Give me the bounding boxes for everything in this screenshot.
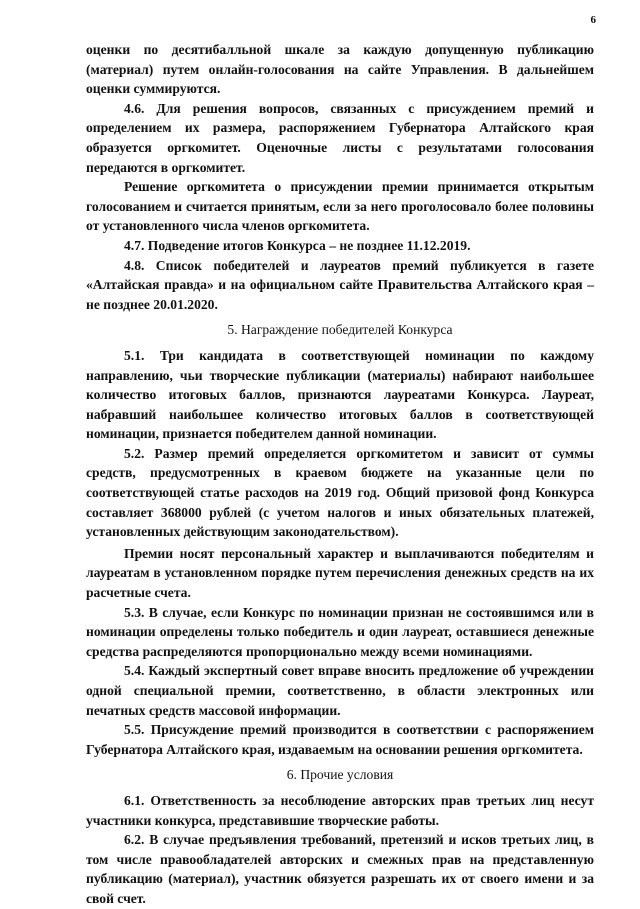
- paragraph-4-8: 4.8. Список победителей и лауреатов премий публикуется в газете «Алтайская правда» и на официальном сайте Правительства Алтайского края – не позднее 20.01.2020.: [86, 257, 594, 312]
- document-body: [86, 40, 594, 909]
- paragraph-5-2: 5.2. Размер премий определяется оргкомитетом и зависит от суммы средств, предусмотренных в краевом бюджете на указанные цели по соответствующей статье расходов на 2019 год. Общий призовой фонд Конкурса составляет 368000 рублей (с учетом налогов и иных обязательных платежей, установленных действующим законодательством).: [86, 445, 594, 540]
- paragraph-5-5: 5.5. Присуждение премий производится в соответствии с распоряжением Губернатора Алтайского края, издаваемым на основании решения оргкомитета.: [86, 722, 594, 757]
- paragraph-orgcommittee-decision: Решение оргкомитета о присуждении премии принимается открытым голосованием и считается принятым, если за него проголосовало более половины от установленного числа членов оргкомитета.: [86, 179, 594, 234]
- paragraph-5-4: 5.4. Каждый экспертный совет вправе вносить предложение об учреждении одной специальной премии, соответственно, в области электронных или печатных средств массовой информации.: [86, 663, 594, 718]
- paragraph-continuation: оценки по десятибалльной шкале за каждую допущенную публикацию (материал) путем онлайн-голосования на сайте Управления. В дальнейшем оценки суммируются.: [86, 42, 594, 97]
- section-6-heading: 6. Прочие условия: [286, 767, 394, 783]
- section-5-heading: 5. Награждение победителей Конкурса: [227, 322, 453, 338]
- paragraph-4-7: 4.7. Подведение итогов Конкурса – не позднее 11.12.2019.: [124, 237, 471, 253]
- paragraph-5-3: 5.3. В случае, если Конкурс по номинации признан не состоявшимся или в номинации определены только победитель и один лауреат, оставшиеся денежные средства распределяются пропорционально между всеми номинациями.: [86, 604, 594, 659]
- paragraph-4-6: 4.6. Для решения вопросов, связанных с присуждением премий и определением их размера, распоряжением Губернатора Алтайского края образуется оргкомитет. Оценочные листы с результатами голосования передаются в оргкомитет.: [86, 100, 594, 175]
- paragraph-prizes-personal: Премии носят персональный характер и выплачиваются победителям и лауреатам в установленном порядке путем перечисления денежных средств на их расчетные счета.: [86, 545, 594, 601]
- page-number: 6: [590, 14, 596, 26]
- paragraph-6-1: 6.1. Ответственность за несоблюдение авторских прав третьих лиц несут участники конкурса, представившие творческие работы.: [86, 792, 594, 828]
- paragraph-5-1: 5.1. Три кандидата в соответствующей номинации по каждому направлению, чьи творческие публикации (материалы) набирают наибольшее количество итоговых баллов, признаются лауреатами Конкурса. Лауреат, набравший наибольшее количество итоговых баллов в соответствующей номинации, признается победителем данной номинации.: [86, 347, 594, 442]
- paragraph-6-2: 6.2. В случае предъявления требований, претензий и исков третьих лиц, в том числе правообладателей авторских и смежных прав на представленную публикацию (материал), участник обязуется разрешать их от своего имени и за свой счет.: [86, 832, 594, 906]
